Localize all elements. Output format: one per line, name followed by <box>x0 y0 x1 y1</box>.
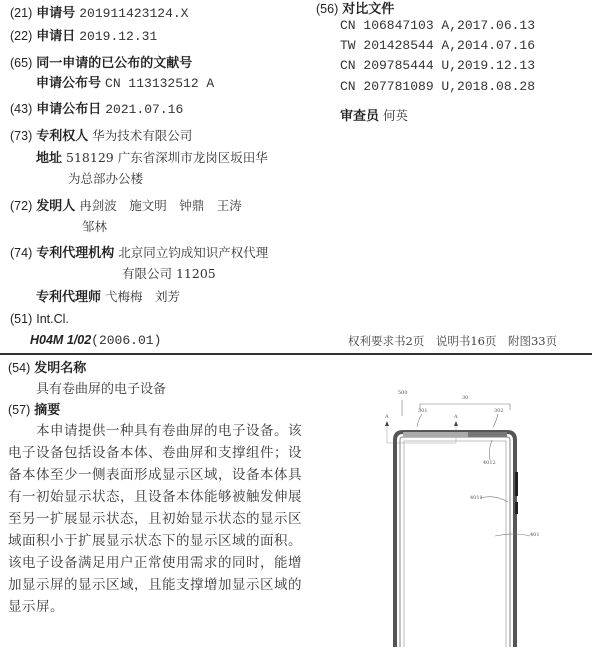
title-header <box>8 357 86 376</box>
agency-row <box>10 242 268 261</box>
field-label: 发明名称 <box>34 361 87 376</box>
classification: H04M 1/02 <box>30 333 92 347</box>
field-label: 专利代理师 <box>36 290 102 305</box>
abstract-header <box>8 399 60 418</box>
field-code: (73) <box>10 129 33 143</box>
agency-name: 有限公司 11205 <box>122 266 216 281</box>
field-code: (22) <box>10 29 33 43</box>
abstract-line: 至另一扩展显示状态，且初始显示状态的显示区 <box>8 511 302 527</box>
reference-item: CN 207781089 U,2018.08.28 <box>340 79 536 94</box>
inventor-names: 邹林 <box>82 219 108 234</box>
address-line: 518129 广东省深圳市龙岗区坂田华 <box>66 150 268 165</box>
patentee-name: 华为技术有限公司 <box>92 128 193 143</box>
int-cl-row <box>10 312 69 326</box>
field-label: 申请公布日 <box>36 102 102 117</box>
field-label: 审查员 <box>340 109 380 124</box>
drawing-label: 500 <box>398 390 408 396</box>
field-label: 申请公布号 <box>36 76 102 91</box>
publication-number: CN 113132512 A <box>105 76 215 91</box>
drawing-label: 4011 <box>470 495 483 501</box>
abstract-line: 备本体至少一侧表面形成显示区域，设备本体具 <box>8 467 302 483</box>
drawing-label: 302 <box>494 408 504 414</box>
field-label: 发明人 <box>36 199 76 214</box>
patentee-row <box>10 125 192 144</box>
application-number: 201911423124.X <box>79 6 189 21</box>
abstract-text <box>8 420 302 618</box>
references-header <box>316 0 394 17</box>
drawing-label: 30 <box>462 395 469 401</box>
patent-drawing <box>370 390 550 647</box>
publication-date-row <box>10 98 183 117</box>
field-label: 专利代理机构 <box>36 246 115 261</box>
field-code: (43) <box>10 102 33 116</box>
field-label: 同一申请的已公布的文献号 <box>36 56 193 71</box>
application-date-row <box>10 25 157 44</box>
prior-publication-row <box>10 52 192 71</box>
field-label: Int.Cl. <box>36 312 69 326</box>
address-row <box>36 147 268 166</box>
application-number-row <box>10 2 188 21</box>
field-label: 专利权人 <box>36 129 89 144</box>
invention-title: 具有卷曲屏的电子设备 <box>36 382 167 397</box>
agent-row <box>36 286 180 305</box>
abstract-line: 加显示屏的显示区域，且能支撑增加显示区域的 <box>8 577 302 593</box>
drawing-label: 401 <box>530 532 540 538</box>
publication-number-row <box>36 72 214 91</box>
publication-date: 2021.07.16 <box>105 102 184 117</box>
agency-name: 北京同立钧成知识产权代理 <box>118 245 269 260</box>
field-label: 对比文件 <box>342 2 395 17</box>
field-code: (72) <box>10 199 33 213</box>
field-code: (57) <box>8 403 31 417</box>
reference-item: CN 106847103 A,2017.06.13 <box>340 18 536 33</box>
field-label: 申请号 <box>36 6 76 21</box>
field-code: (74) <box>10 246 33 260</box>
examiner-name: 何英 <box>383 108 409 123</box>
drawing-label: 4012 <box>483 460 496 466</box>
application-date: 2019.12.31 <box>79 29 158 44</box>
address-line: 为总部办公楼 <box>68 171 144 186</box>
drawing-label: A <box>454 414 458 420</box>
field-label: 地址 <box>36 151 63 166</box>
drawing-label: A <box>385 414 389 420</box>
examiner-row <box>340 105 408 124</box>
inventors-row <box>10 195 242 214</box>
field-code: (54) <box>8 361 31 375</box>
field-label: 申请日 <box>36 29 76 44</box>
page-counts: 权利要求书2页 说明书16页 附图33页 <box>348 334 558 348</box>
agent-names: 弋梅梅 刘芳 <box>105 289 181 304</box>
field-code: (51) <box>10 312 33 326</box>
abstract-line: 域面积小于扩展显示状态下的显示区域的面积。 <box>8 533 302 549</box>
abstract-line: 有一初始显示状态，且设备本体能够被触发伸展 <box>8 489 302 505</box>
inventor-names: 冉剑波 施文明 钟鼎 王涛 <box>79 198 242 213</box>
classification-version: (2006.01) <box>91 333 162 348</box>
abstract-line: 本申请提供一种具有卷曲屏的电子设备。该 <box>8 423 302 439</box>
field-code: (56) <box>316 2 339 16</box>
int-cl-class-row <box>30 333 161 348</box>
field-code: (21) <box>10 6 33 20</box>
drawing-label: 301 <box>418 408 428 414</box>
field-label: 摘要 <box>34 403 61 418</box>
reference-item: TW 201428544 A,2014.07.16 <box>340 38 536 53</box>
abstract-line: 电子设备包括设备本体、卷曲屏和支撑组件；设 <box>8 445 302 461</box>
abstract-line: 显示屏。 <box>8 599 64 615</box>
field-code: (65) <box>10 56 33 70</box>
section-divider <box>0 353 592 355</box>
abstract-line: 该电子设备满足用户正常使用需求的同时，能增 <box>8 555 302 571</box>
reference-item: CN 209785444 U,2019.12.13 <box>340 58 536 73</box>
